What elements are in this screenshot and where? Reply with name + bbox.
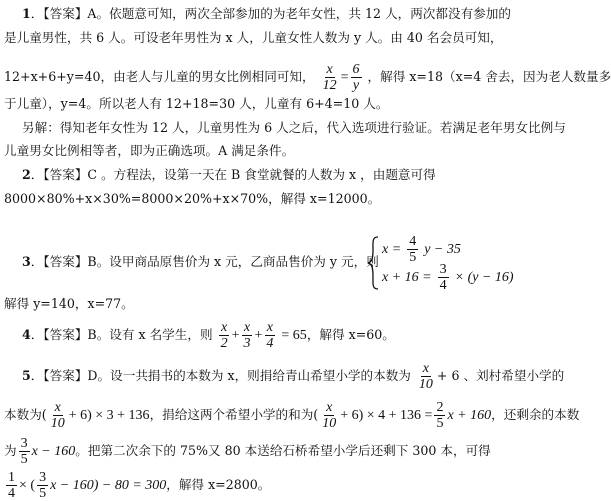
q3-brace-icon xyxy=(366,236,380,290)
q3-eq2-fraction xyxy=(438,262,449,293)
q1-text-1: ．【答案】A。依题意可知，两次全部参加的为老年女性，共 12 人，两次都没有参加的 xyxy=(30,6,511,21)
q1-line-1 xyxy=(22,6,511,22)
q1-number: 1 xyxy=(22,6,31,21)
q4-f3-num: x xyxy=(266,320,273,335)
q5-f35-den-b: 5 xyxy=(39,486,47,501)
q5-fx-num-a: x xyxy=(422,361,430,376)
q5-f35-num-b: 3 xyxy=(39,470,47,485)
q5-fraction-x-over-10-a xyxy=(417,361,435,392)
q5-fraction-3-over-5-a xyxy=(19,436,30,467)
q5-line-4 xyxy=(4,470,270,501)
q5-text-2d: + 6) × 4 + 136 = xyxy=(340,408,433,423)
q4-f3-den: 4 xyxy=(266,336,274,351)
q5-fraction-2-over-5 xyxy=(434,400,445,431)
q4-f2-num: x xyxy=(243,320,251,335)
q3-number: 3 xyxy=(22,254,31,269)
q3-line-1 xyxy=(22,254,379,270)
q5-fraction-x-over-10-b xyxy=(49,400,67,431)
q4-f2-den: 3 xyxy=(243,336,251,351)
q4-number: 4 xyxy=(22,327,31,342)
q3-equation-2 xyxy=(382,262,514,293)
q5-fx-num-b: x xyxy=(54,400,61,415)
q1-fraction-6-over-y xyxy=(351,62,362,93)
q5-fraction-1-over-4 xyxy=(6,470,17,501)
q4-fraction-x-over-2 xyxy=(219,320,230,351)
q1-frac-right-den: y xyxy=(352,78,360,93)
q1-frac-right-num: 6 xyxy=(352,62,360,77)
q1-text-3b: ，解得 x=18（x=4 舍去，因为老人数量多 xyxy=(367,69,611,84)
q5-text-3c: 。把第二次余下的 75%又 80 本送给石桥希望小学后还剩下 300 本，可得 xyxy=(75,443,491,458)
q1-fraction-x-over-12 xyxy=(321,62,339,93)
q4-fraction-x-over-4 xyxy=(264,320,275,351)
q1-frac-left-den: 12 xyxy=(322,78,337,93)
q1-alt-line-2: 儿童男女比例相等者，即为正确选项。A 满足条件。 xyxy=(4,143,295,158)
q2-line-1 xyxy=(22,167,436,183)
q5-text-4a: × ( xyxy=(19,478,36,493)
q5-fx-den-b: 10 xyxy=(50,416,65,431)
q4-fraction-x-over-3 xyxy=(241,320,252,351)
q5-text-2e: x + 160 xyxy=(447,408,492,423)
q4-plus-2: + xyxy=(254,328,263,343)
q3-eq2-frac-num: 3 xyxy=(439,262,447,277)
q3-eq1-fraction xyxy=(407,234,418,265)
q4-plus-1: + xyxy=(231,328,240,343)
q5-text-1b: + 6 、刘村希望小学的 xyxy=(436,368,565,383)
q3-eq1-frac-den: 5 xyxy=(409,250,417,265)
q1-equals: = xyxy=(340,70,349,85)
q2-number: 2 xyxy=(22,167,31,182)
q1-line-4: 于儿童），y=4。所以老人有 12+18=30 人，儿童有 6+4=10 人。 xyxy=(4,96,389,111)
q3-eq2-frac-den: 4 xyxy=(439,278,447,293)
q5-line-2 xyxy=(4,400,579,431)
q2-text-1: ．【答案】C 。方程法，设第一天在 B 食堂就餐的人数为 x ，由题意可得 xyxy=(30,167,436,182)
q3-eq2-rhs: × (y − 16) xyxy=(454,270,514,285)
q3-eq1-frac-num: 4 xyxy=(409,234,417,249)
q5-text-4b: x − 160) − 80 = 300 xyxy=(50,478,167,493)
q3-text-1: ．【答案】B。设甲商品原售价为 x 元，乙商品售价为 y 元，则 xyxy=(30,254,379,269)
q5-f35-den-a: 5 xyxy=(20,452,28,467)
q5-text-2f: ，还剩余的本数 xyxy=(491,407,580,422)
q3-eq2-lhs: x + 16 = xyxy=(382,270,432,285)
q2-line-2: 8000×80%+x×30%=8000×20%+x×70%，解得 x=12000。 xyxy=(4,191,381,206)
q5-number: 5 xyxy=(22,368,31,383)
q3-equation-1 xyxy=(382,234,461,265)
q3-eq1-lhs: x = xyxy=(382,242,402,257)
q1-line-2: 是儿童男性，共 6 人。可设老年男性为 x 人，儿童女性人数为 y 人。由 40 名会员可知， xyxy=(4,30,503,45)
q1-text-3a: 12+x+6+y=40，由老人与儿童的男女比例相同可知， xyxy=(4,69,315,84)
q5-fx-den-c: 10 xyxy=(322,416,337,431)
q5-text-2c: ，捐给这两个希望小学的和为( xyxy=(149,407,319,422)
q4-text-1b: ，解得 x=60。 xyxy=(306,327,395,342)
q4-f1-den: 2 xyxy=(220,336,228,351)
q5-fraction-x-over-10-c xyxy=(320,400,338,431)
q5-fraction-3-over-5-b xyxy=(37,470,48,501)
q1-line-3 xyxy=(4,62,611,93)
q5-f14-den: 4 xyxy=(8,486,15,501)
q4-text-1a: ．【答案】B。设有 x 名学生，则 xyxy=(30,327,213,342)
q5-fx-den-a: 10 xyxy=(418,377,433,392)
q5-line-3 xyxy=(4,436,491,467)
q5-text-3b: x − 160 xyxy=(31,444,76,459)
q5-text-4c: ，解得 x=2800。 xyxy=(166,477,271,492)
q5-f35-num-a: 3 xyxy=(20,436,28,451)
q5-text-1a: ．【答案】D。设一共捐书的本数为 x，则捐给青山希望小学的本数为 xyxy=(30,368,411,383)
q4-f1-num: x xyxy=(220,320,228,335)
q5-f14-num: 1 xyxy=(8,470,15,485)
q5-text-2a: 本数为( xyxy=(4,407,47,422)
q5-text-3a: 为 xyxy=(4,443,17,458)
q1-alt-line-1: 另解：得知老年女性为 12 人，儿童男性为 6 人之后，代入选项进行验证。若满足老年男女比例与 xyxy=(22,120,566,135)
q4-line-1 xyxy=(22,320,395,351)
q4-rhs: = 65 xyxy=(281,328,307,343)
q1-frac-left-num: x xyxy=(326,62,333,77)
q5-fx-num-c: x xyxy=(326,400,333,415)
q5-f25-num: 2 xyxy=(436,400,444,415)
q3-line-2: 解得 y=140，x=77。 xyxy=(4,296,134,311)
q5-line-1 xyxy=(22,361,564,392)
q3-eq1-rhs: y − 35 xyxy=(424,242,461,257)
q5-text-2b: + 6) × 3 + 136 xyxy=(68,408,150,423)
q5-f25-den: 5 xyxy=(436,416,444,431)
